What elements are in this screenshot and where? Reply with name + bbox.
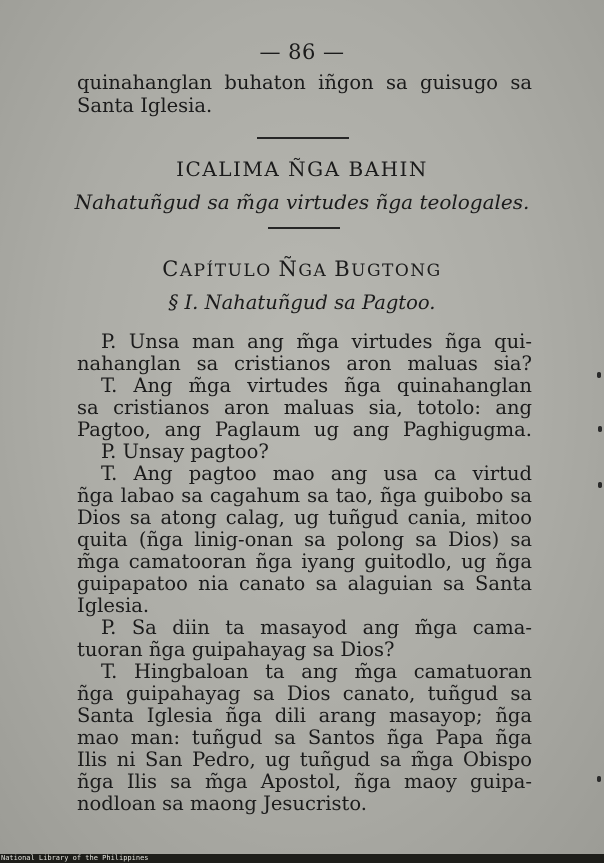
library-credit: National Library of the Philippines — [1, 854, 149, 862]
body-line: T. Ang m̃ga virtudes ñga quinahanglan — [101, 374, 532, 397]
subtitle-divider — [268, 227, 340, 229]
body-line: Ilis ni San Pedro, ug tuñgud sa m̃ga Obispo — [77, 748, 532, 771]
body-line: quita (ñga linig-onan sa polong sa Dios) sa — [77, 528, 532, 551]
body-line: ñga guipahayag sa Dios canato, tuñgud sa — [77, 682, 532, 705]
body-line: nodloan sa maong Jesucristo. — [77, 792, 367, 815]
body-line: nahanglan sa cristianos aron maluas sia? — [77, 352, 532, 375]
body-line: Dios sa atong calag, ug tuñgud cania, mitoo — [77, 506, 532, 529]
section-title: ICALIMA ÑGA BAHIN — [176, 157, 428, 181]
body-line: tuoran ñga guipahayag sa Dios? — [77, 638, 395, 661]
article-title: § I. Nahatuñgud sa Pagtoo. — [168, 291, 436, 314]
body-line: guipapatoo nia canato sa alaguian sa Santa — [77, 572, 532, 595]
body-line: ñga labao sa cagahum sa tao, ñga guibobo sa — [77, 484, 532, 507]
body-line: ñga Ilis sa m̃ga Apostol, ñga maoy guipa- — [77, 770, 532, 793]
carryover-line: Santa Iglesia. — [77, 94, 213, 117]
chapter-title-part: UGTONG — [351, 261, 442, 281]
chapter-title-part: Ñ — [278, 257, 299, 281]
chapter-title-part: B — [334, 257, 352, 281]
body-line: Pagtoo, ang Paglaum ug ang Paghigugma. — [77, 418, 532, 441]
ink-speck — [598, 482, 602, 488]
body-line: T. Ang pagtoo mao ang usa ca virtud — [101, 462, 532, 485]
section-subtitle: Nahatuñgud sa m̃ga virtudes ñga teologales. — [74, 190, 530, 214]
chapter-title-part: C — [162, 257, 180, 281]
chapter-title-part: APÍTULO — [179, 261, 279, 281]
body-line: Iglesia. — [77, 594, 150, 617]
ink-speck — [598, 426, 602, 432]
ink-speck — [597, 372, 601, 378]
chapter-title — [0, 257, 604, 281]
body-line: mao man: tuñgud sa Santos ñga Papa ñga — [77, 726, 532, 749]
body-line: m̃ga camatooran ñga iyang guitodlo, ug ñga — [77, 550, 532, 573]
chapter-title-part: GA — [298, 261, 335, 281]
body-line: P. Unsay pagtoo? — [101, 440, 269, 463]
body-line: T. Hingbaloan ta ang m̃ga camatuoran — [101, 660, 532, 683]
carryover-line: quinahanglan buhaton iñgon sa guisugo sa — [77, 71, 532, 94]
body-line: P. Sa diin ta masayod ang m̃ga cama- — [101, 616, 532, 639]
body-line: P. Unsa man ang m̃ga virtudes ñga qui- — [101, 330, 532, 353]
body-line: Santa Iglesia ñga dili arang masayop; ñga — [77, 704, 532, 727]
section-divider — [257, 137, 349, 139]
body-line: sa cristianos aron maluas sia, totolo: ang — [77, 396, 532, 419]
page-number: — 86 — — [259, 40, 345, 64]
ink-speck — [597, 776, 601, 782]
